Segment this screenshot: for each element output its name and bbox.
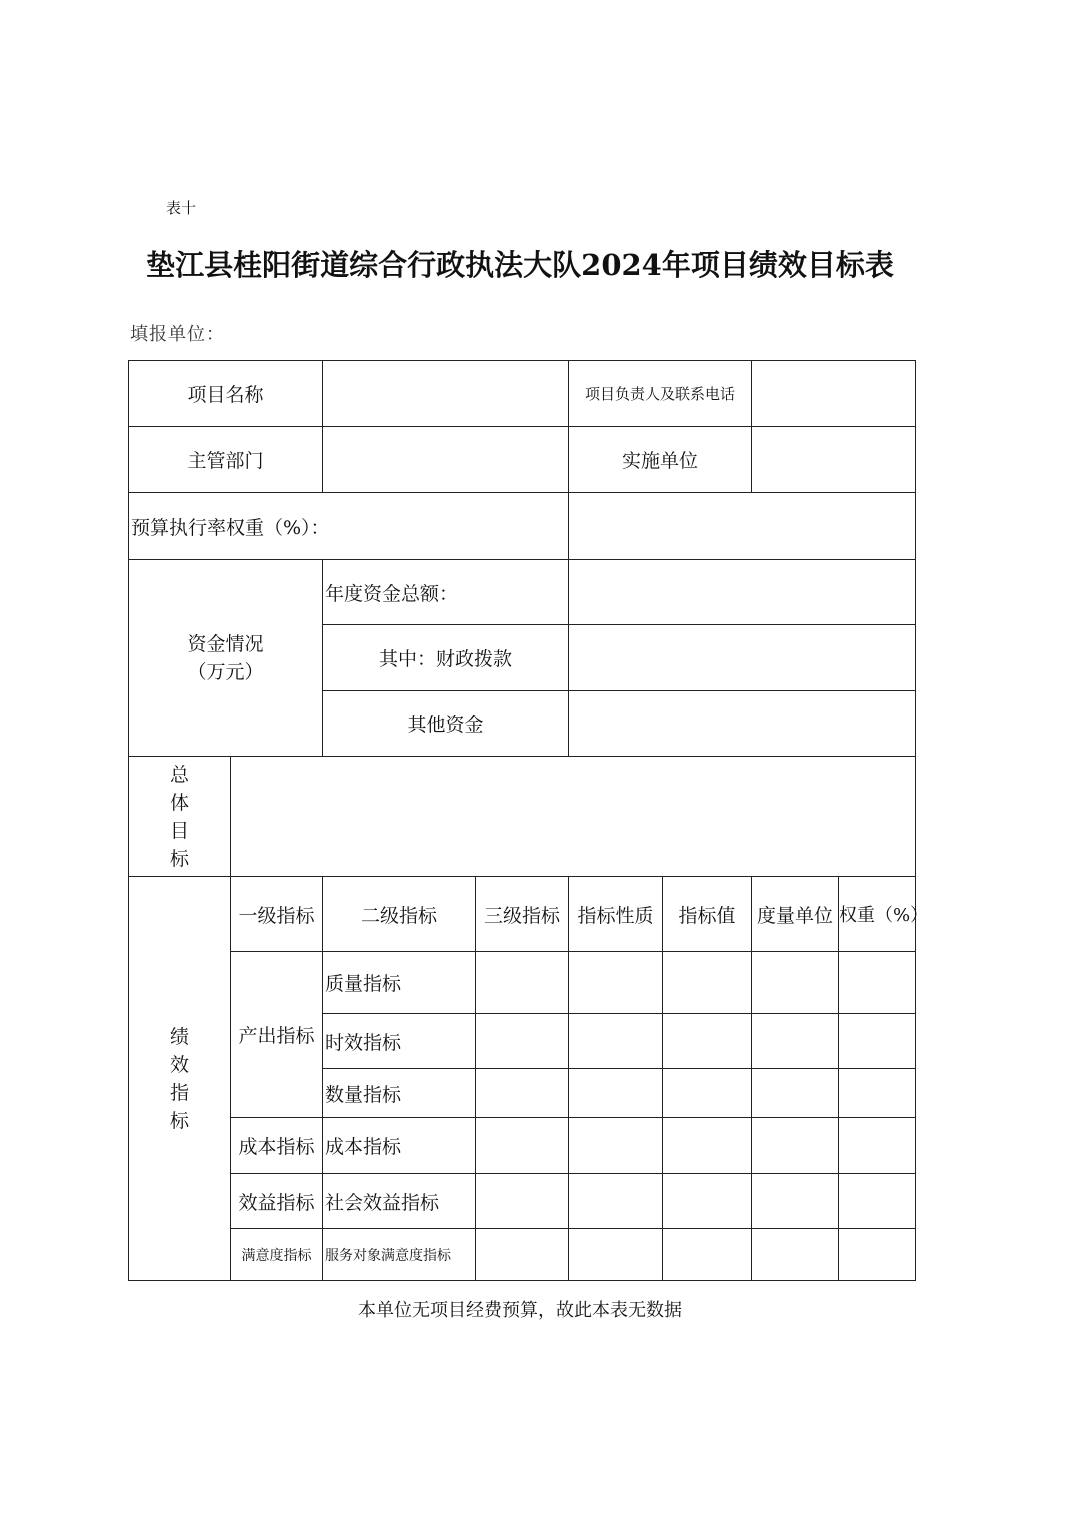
fiscal-value[interactable] [569,625,916,691]
project-name-row [129,361,916,427]
cost-level1-label: 成本指标 [231,1118,323,1174]
implementing-unit-value[interactable] [752,427,916,493]
table-cell[interactable] [663,1229,752,1281]
table-cell[interactable] [569,1229,663,1281]
cost-row [129,1118,916,1174]
performance-goal-table [128,360,929,1281]
table-cell[interactable] [752,952,839,1014]
footer-note: 本单位无项目经费预算，故此本表无数据 [358,1300,682,1321]
table-cell[interactable] [839,952,916,1014]
project-name-label: 项目名称 [129,361,323,427]
header-level3: 三级指标 [476,877,569,952]
table-cell[interactable] [752,1069,839,1118]
table-number: 表十 [166,199,197,217]
table-cell[interactable] [752,1174,839,1229]
table-cell[interactable] [569,1174,663,1229]
overall-goal-row [129,757,916,877]
performance-char: 指 [169,1081,189,1104]
header-value: 指标值 [663,877,752,952]
table-cell[interactable] [839,1174,916,1229]
fill-unit-label: 填报单位： [130,324,225,345]
overall-goal-char: 体 [169,791,189,814]
table-cell[interactable] [569,1118,663,1174]
budget-rate-weight-value[interactable] [569,493,916,560]
header-nature: 指标性质 [569,877,663,952]
quality-row [129,952,916,1014]
overall-goal-value[interactable] [231,757,916,877]
table-cell[interactable] [569,952,663,1014]
service-satisfaction-label: 服务对象满意度指标 [323,1229,476,1281]
table-cell[interactable] [476,1118,569,1174]
other-funds-label: 其他资金 [323,691,569,757]
overall-goal-char: 标 [169,847,189,870]
indicator-header-row [129,877,916,952]
table-cell[interactable] [663,952,752,1014]
table-cell[interactable] [476,1014,569,1069]
table-cell[interactable] [569,1014,663,1069]
table-cell[interactable] [839,1014,916,1069]
header-unit: 度量单位 [752,877,839,952]
table-cell[interactable] [663,1014,752,1069]
performance-char: 效 [169,1053,189,1076]
timeliness-indicator-label: 时效指标 [323,1014,476,1069]
table-cell[interactable] [752,1118,839,1174]
project-leader-label: 项目负责人及联系电话 [569,361,752,427]
department-label: 主管部门 [129,427,323,493]
table-cell[interactable] [663,1118,752,1174]
annual-total-label: 年度资金总额： [323,560,569,625]
overall-goal-char: 总 [169,763,189,786]
header-level2: 二级指标 [323,877,476,952]
quantity-indicator-label: 数量指标 [323,1069,476,1118]
fiscal-label: 其中：财政拨款 [323,625,569,691]
performance-char: 绩 [169,1025,189,1048]
table-cell[interactable] [476,1229,569,1281]
department-value[interactable] [323,427,569,493]
table-cell[interactable] [663,1174,752,1229]
annual-total-value[interactable] [569,560,916,625]
output-indicator-label: 产出指标 [231,952,323,1118]
table-cell[interactable] [569,1069,663,1118]
funding-label [129,560,323,757]
benefit-row [129,1174,916,1229]
implementing-unit-label: 实施单位 [569,427,752,493]
header-level1: 一级指标 [231,877,323,952]
other-funds-value[interactable] [569,691,916,757]
page-title: 垫江县桂阳街道综合行政执法大队2024年项目绩效目标表 [146,248,894,282]
table-cell[interactable] [476,1069,569,1118]
budget-rate-weight-label: 预算执行率权重（%）： [129,493,569,560]
budget-rate-row [129,493,916,560]
satisfaction-level1-label: 满意度指标 [231,1229,323,1281]
performance-indicator-label [129,877,231,1281]
table-cell[interactable] [839,1229,916,1281]
department-row [129,427,916,493]
benefit-level1-label: 效益指标 [231,1174,323,1229]
cost-level2-label: 成本指标 [323,1118,476,1174]
table-cell[interactable] [839,1069,916,1118]
quality-indicator-label: 质量指标 [323,952,476,1014]
table-cell[interactable] [663,1069,752,1118]
header-weight: 权重（%） [839,877,916,952]
overall-goal-char: 目 [169,819,189,842]
overall-goal-label [129,757,231,877]
table-cell[interactable] [752,1229,839,1281]
table-cell[interactable] [476,1174,569,1229]
funding-label-line2: （万元） [187,661,264,683]
project-name-value[interactable] [323,361,569,427]
performance-char: 标 [169,1109,189,1132]
table-cell[interactable] [839,1118,916,1174]
satisfaction-row [129,1229,916,1281]
social-benefit-label: 社会效益指标 [323,1174,476,1229]
annual-total-row [129,560,916,625]
funding-label-line1: 资金情况 [187,633,264,655]
table-cell[interactable] [476,952,569,1014]
table-cell[interactable] [752,1014,839,1069]
project-leader-value[interactable] [752,361,916,427]
